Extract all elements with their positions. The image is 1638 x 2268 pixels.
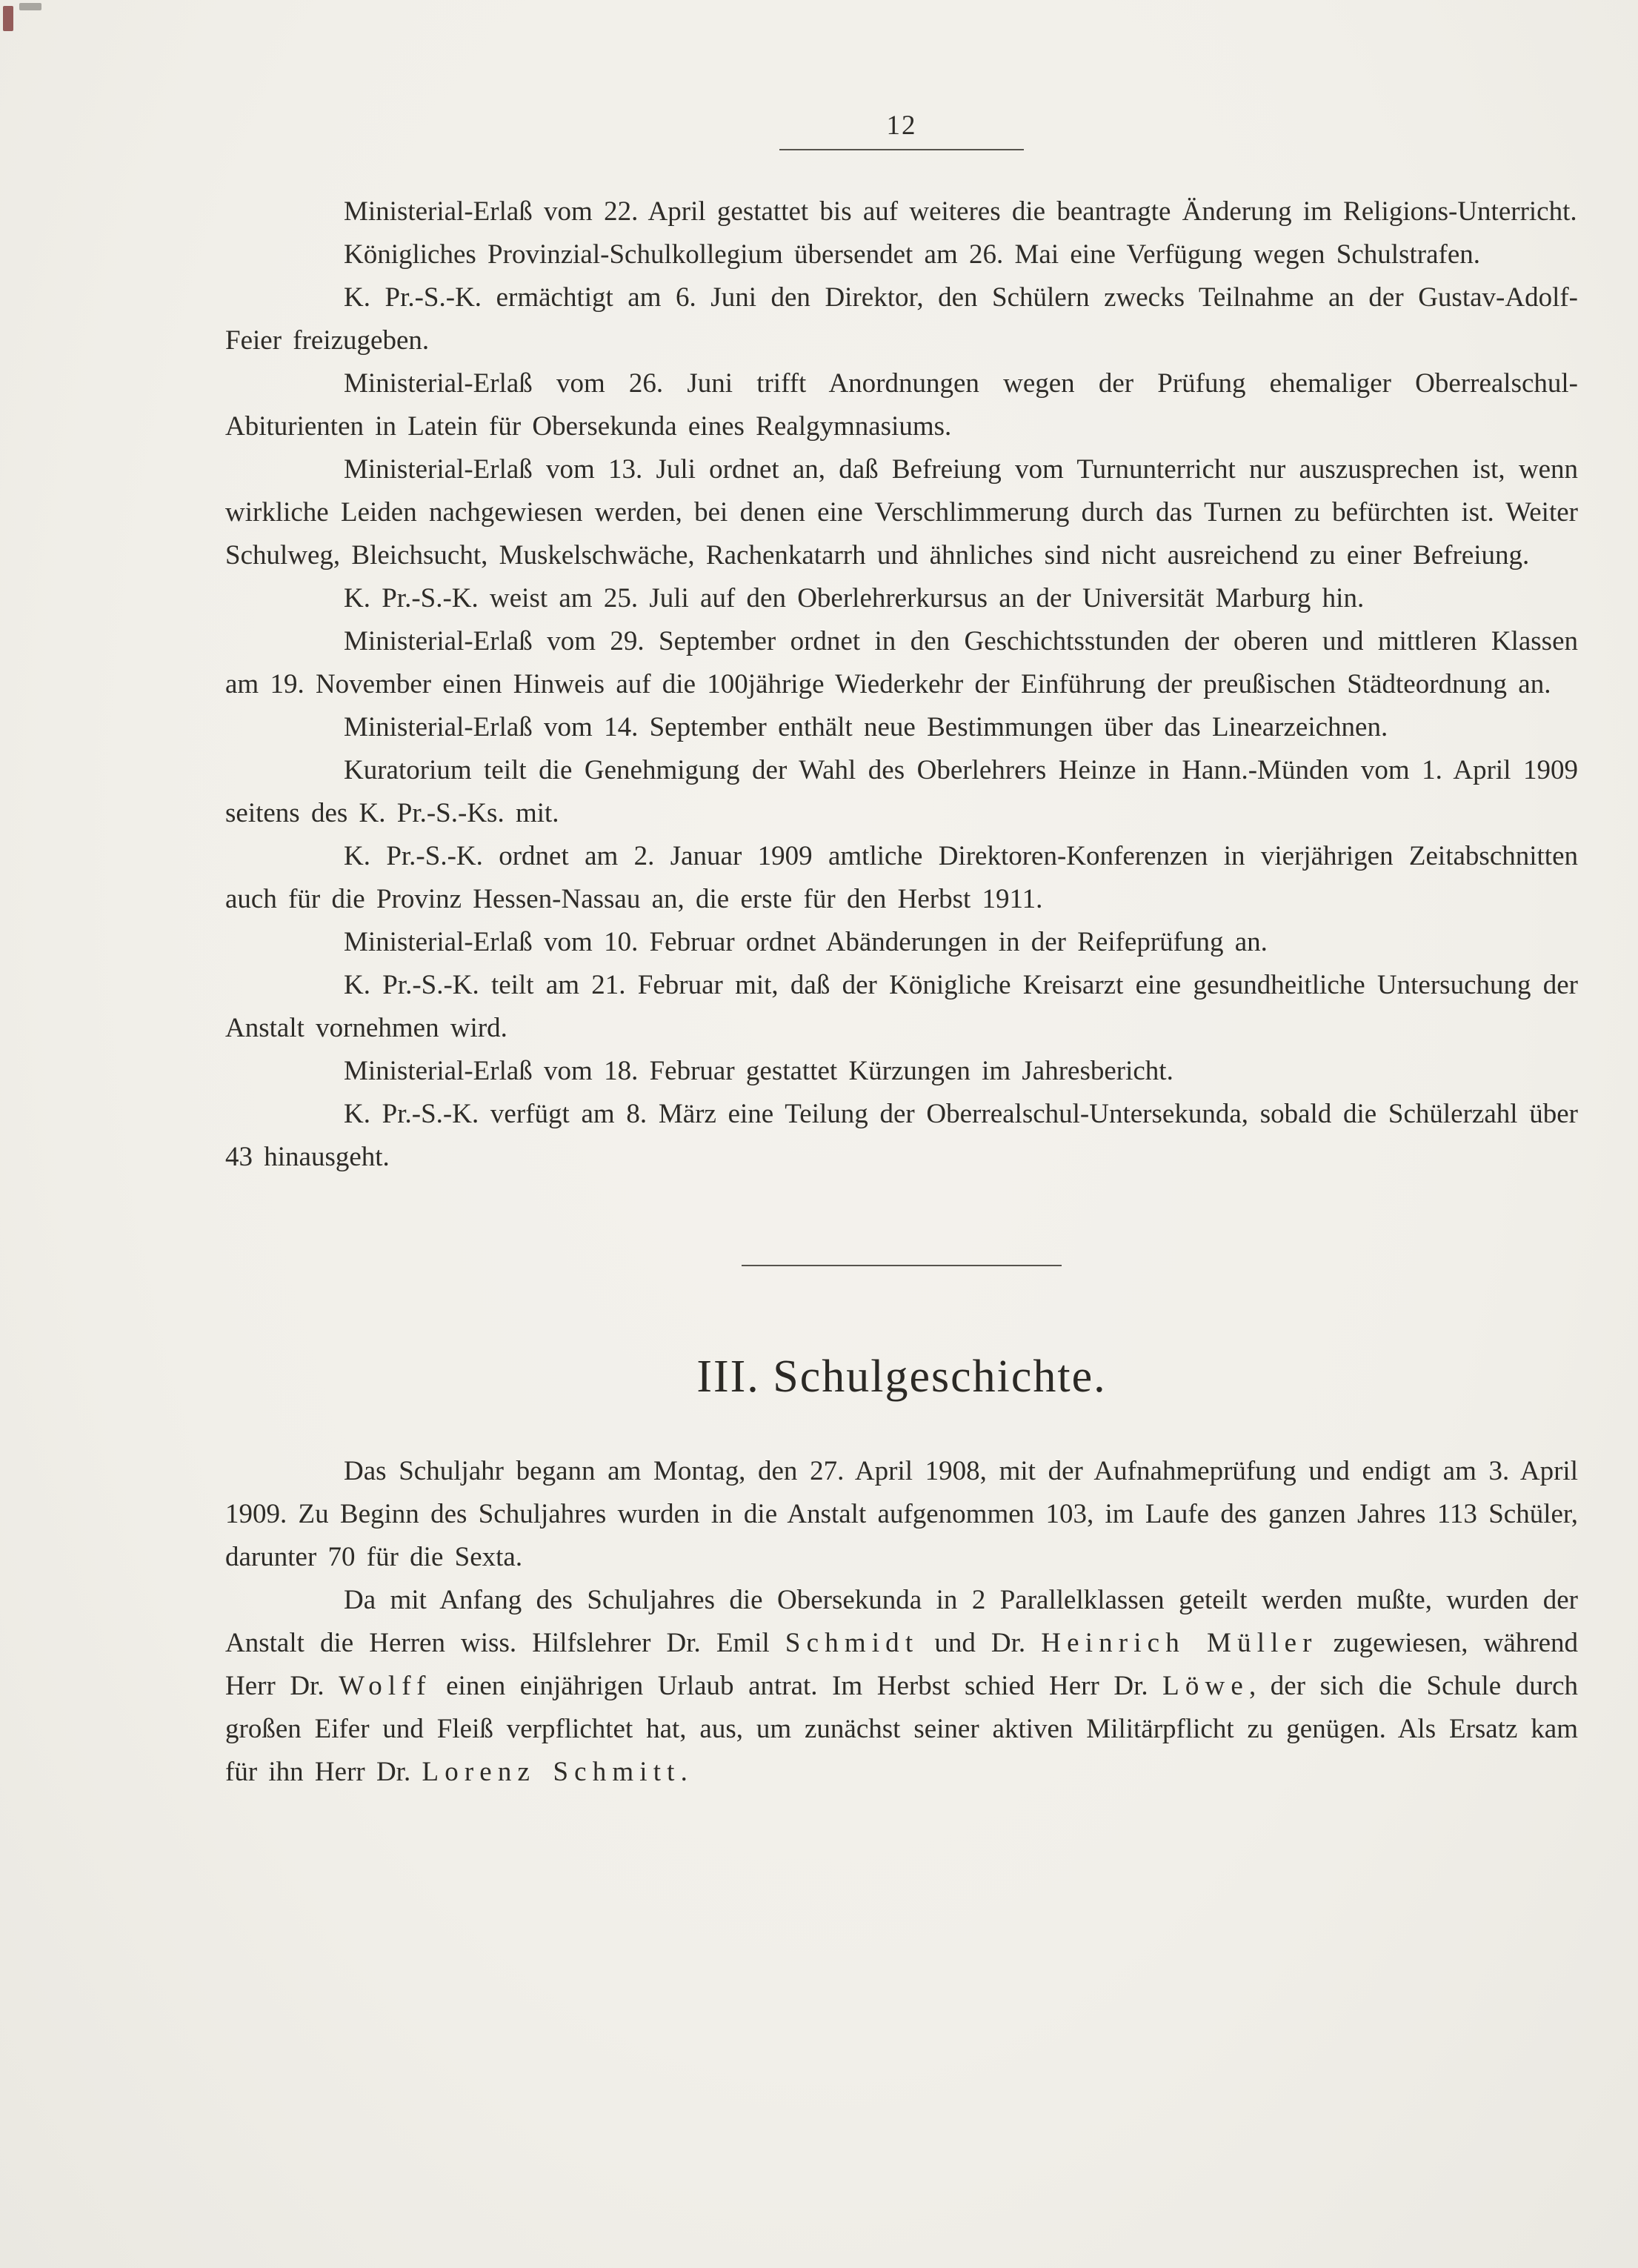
- person-name: Heinrich Müller: [1041, 1628, 1318, 1658]
- paragraph: [225, 362, 1578, 448]
- paragraph: [225, 1579, 1578, 1794]
- section-divider: [742, 1265, 1062, 1266]
- scan-artifact: [3, 6, 13, 31]
- paragraph: [225, 276, 1578, 362]
- text-segment: K. Pr.-S.-K. ermächtigt am 6. Juni den Direktor, den Schülern zwecks Teilnahme an der Gustav-Adolf-Feier freizugeben.: [225, 282, 1578, 356]
- paragraph: [225, 835, 1578, 921]
- text-segment: K. Pr.-S.-K. verfügt am 8. März eine Teilung der Oberrealschul-Untersekunda, sobald die Schülerzahl über 43 hinausgeht.: [225, 1099, 1578, 1172]
- text-segment: Ministerial-Erlaß vom 29. September ordnet in den Geschichtsstunden der oberen und mittleren Klassen am 19. November einen Hinweis auf die 100jährige Wiederkehr der Einführung der preußischen Städteordnung an.: [225, 626, 1578, 699]
- text-segment: zugewiesen, während Herr Dr.: [225, 1628, 1579, 1701]
- paragraph: [225, 190, 1578, 233]
- paragraph: [225, 1050, 1578, 1093]
- schulgeschichte-section: [225, 1450, 1578, 1794]
- text-segment: K. Pr.-S.-K. ordnet am 2. Januar 1909 amtliche Direktoren-Konferenzen in vierjährigen Zeitabschnitten auch für die Provinz Hessen-Nassau an, die erste für den Herbst 1911.: [225, 841, 1578, 914]
- page-number-rule: [779, 110, 1024, 150]
- text-segment: Ministerial-Erlaß vom 13. Juli ordnet an, daß Befreiung vom Turnunterricht nur auszusprechen ist, wenn wirkliche Leiden nachgewiesen werden, bei denen eine Verschlimmerung durch das Turnen zu befürchten ist. Weiter Schulweg, Bleichsucht, Muskelschwäche, Rachenkatarrh und ähnliches sind nicht ausreichend zu einer Befreiung.: [225, 454, 1578, 571]
- section-heading: III. Schulgeschichte.: [696, 1351, 1107, 1402]
- page-number: 12: [886, 110, 917, 141]
- paragraph: [225, 921, 1578, 964]
- text-segment: Ministerial-Erlaß vom 10. Februar ordnet Abänderungen in der Reifeprüfung an.: [344, 927, 1268, 957]
- text-segment: Ministerial-Erlaß vom 18. Februar gestattet Kürzungen im Jahresbericht.: [344, 1056, 1173, 1086]
- paragraph: [225, 1093, 1578, 1179]
- person-name: Wolff: [339, 1671, 432, 1701]
- paragraph: [225, 620, 1578, 706]
- text-segment: K. Pr.-S.-K. teilt am 21. Februar mit, daß der Königliche Kreisarzt eine gesundheitliche Untersuchung der Anstalt vornehmen wird.: [225, 970, 1578, 1043]
- erlass-section: [225, 190, 1578, 1179]
- text-segment: K. Pr.-S.-K. weist am 25. Juli auf den Oberlehrerkursus an der Universität Marburg hin.: [344, 583, 1365, 613]
- text-segment: Da mit Anfang des Schuljahres die Obersekunda in 2 Parallelklassen geteilt werden mußte, wurden der Anstalt die Herren wiss. Hilfslehrer Dr. Emil: [225, 1585, 1578, 1658]
- person-name: Löwe: [1162, 1671, 1249, 1701]
- paragraph: [225, 577, 1578, 620]
- paragraph: [225, 233, 1578, 276]
- paragraph: [225, 706, 1578, 749]
- text-segment: und Dr.: [919, 1628, 1042, 1658]
- text-segment: Das Schuljahr begann am Montag, den 27. April 1908, mit der Aufnahmeprüfung und endigt am 3. April 1909. Zu Beginn des Schuljahres wurden in die Anstalt aufgenommen 103, im Laufe des ganzen Jahres 113 Schüler, darunter 70 für die Sexta.: [225, 1456, 1578, 1572]
- paragraph: [225, 448, 1578, 577]
- paragraph: [225, 964, 1578, 1050]
- paragraph: [225, 749, 1578, 835]
- page-content: [225, 110, 1578, 1794]
- text-segment: , der sich die Schule durch großen Eifer und Fleiß verpflichtet hat, aus, um zunächst seiner aktiven Militärpflicht zu genügen. Als Ersatz kam für ihn Herr Dr.: [225, 1671, 1578, 1787]
- person-name: Schmidt: [785, 1628, 919, 1658]
- text-segment: einen einjährigen Urlaub antrat. Im Herbst schied Herr Dr.: [431, 1671, 1163, 1701]
- text-segment: Ministerial-Erlaß vom 14. September enthält neue Bestimmungen über das Linearzeichnen.: [344, 712, 1388, 742]
- text-segment: Ministerial-Erlaß vom 26. Juni trifft Anordnungen wegen der Prüfung ehemaliger Oberrealschul-Abiturienten in Latein für Obersekunda eines Realgymnasiums.: [225, 368, 1578, 442]
- text-segment: Ministerial-Erlaß vom 22. April gestattet bis auf weiteres die beantragte Änderung im Religions-Unterricht.: [344, 196, 1577, 227]
- person-name: Lorenz Schmitt: [422, 1757, 681, 1787]
- text-segment: Königliches Provinzial-Schulkollegium übersendet am 26. Mai eine Verfügung wegen Schulstrafen.: [344, 239, 1480, 270]
- text-segment: .: [680, 1757, 688, 1787]
- paragraph: [225, 1450, 1578, 1579]
- scan-artifact: [19, 3, 41, 10]
- text-segment: Kuratorium teilt die Genehmigung der Wahl des Oberlehrers Heinze in Hann.-Münden vom 1. April 1909 seitens des K. Pr.-S.-Ks. mit.: [225, 755, 1578, 828]
